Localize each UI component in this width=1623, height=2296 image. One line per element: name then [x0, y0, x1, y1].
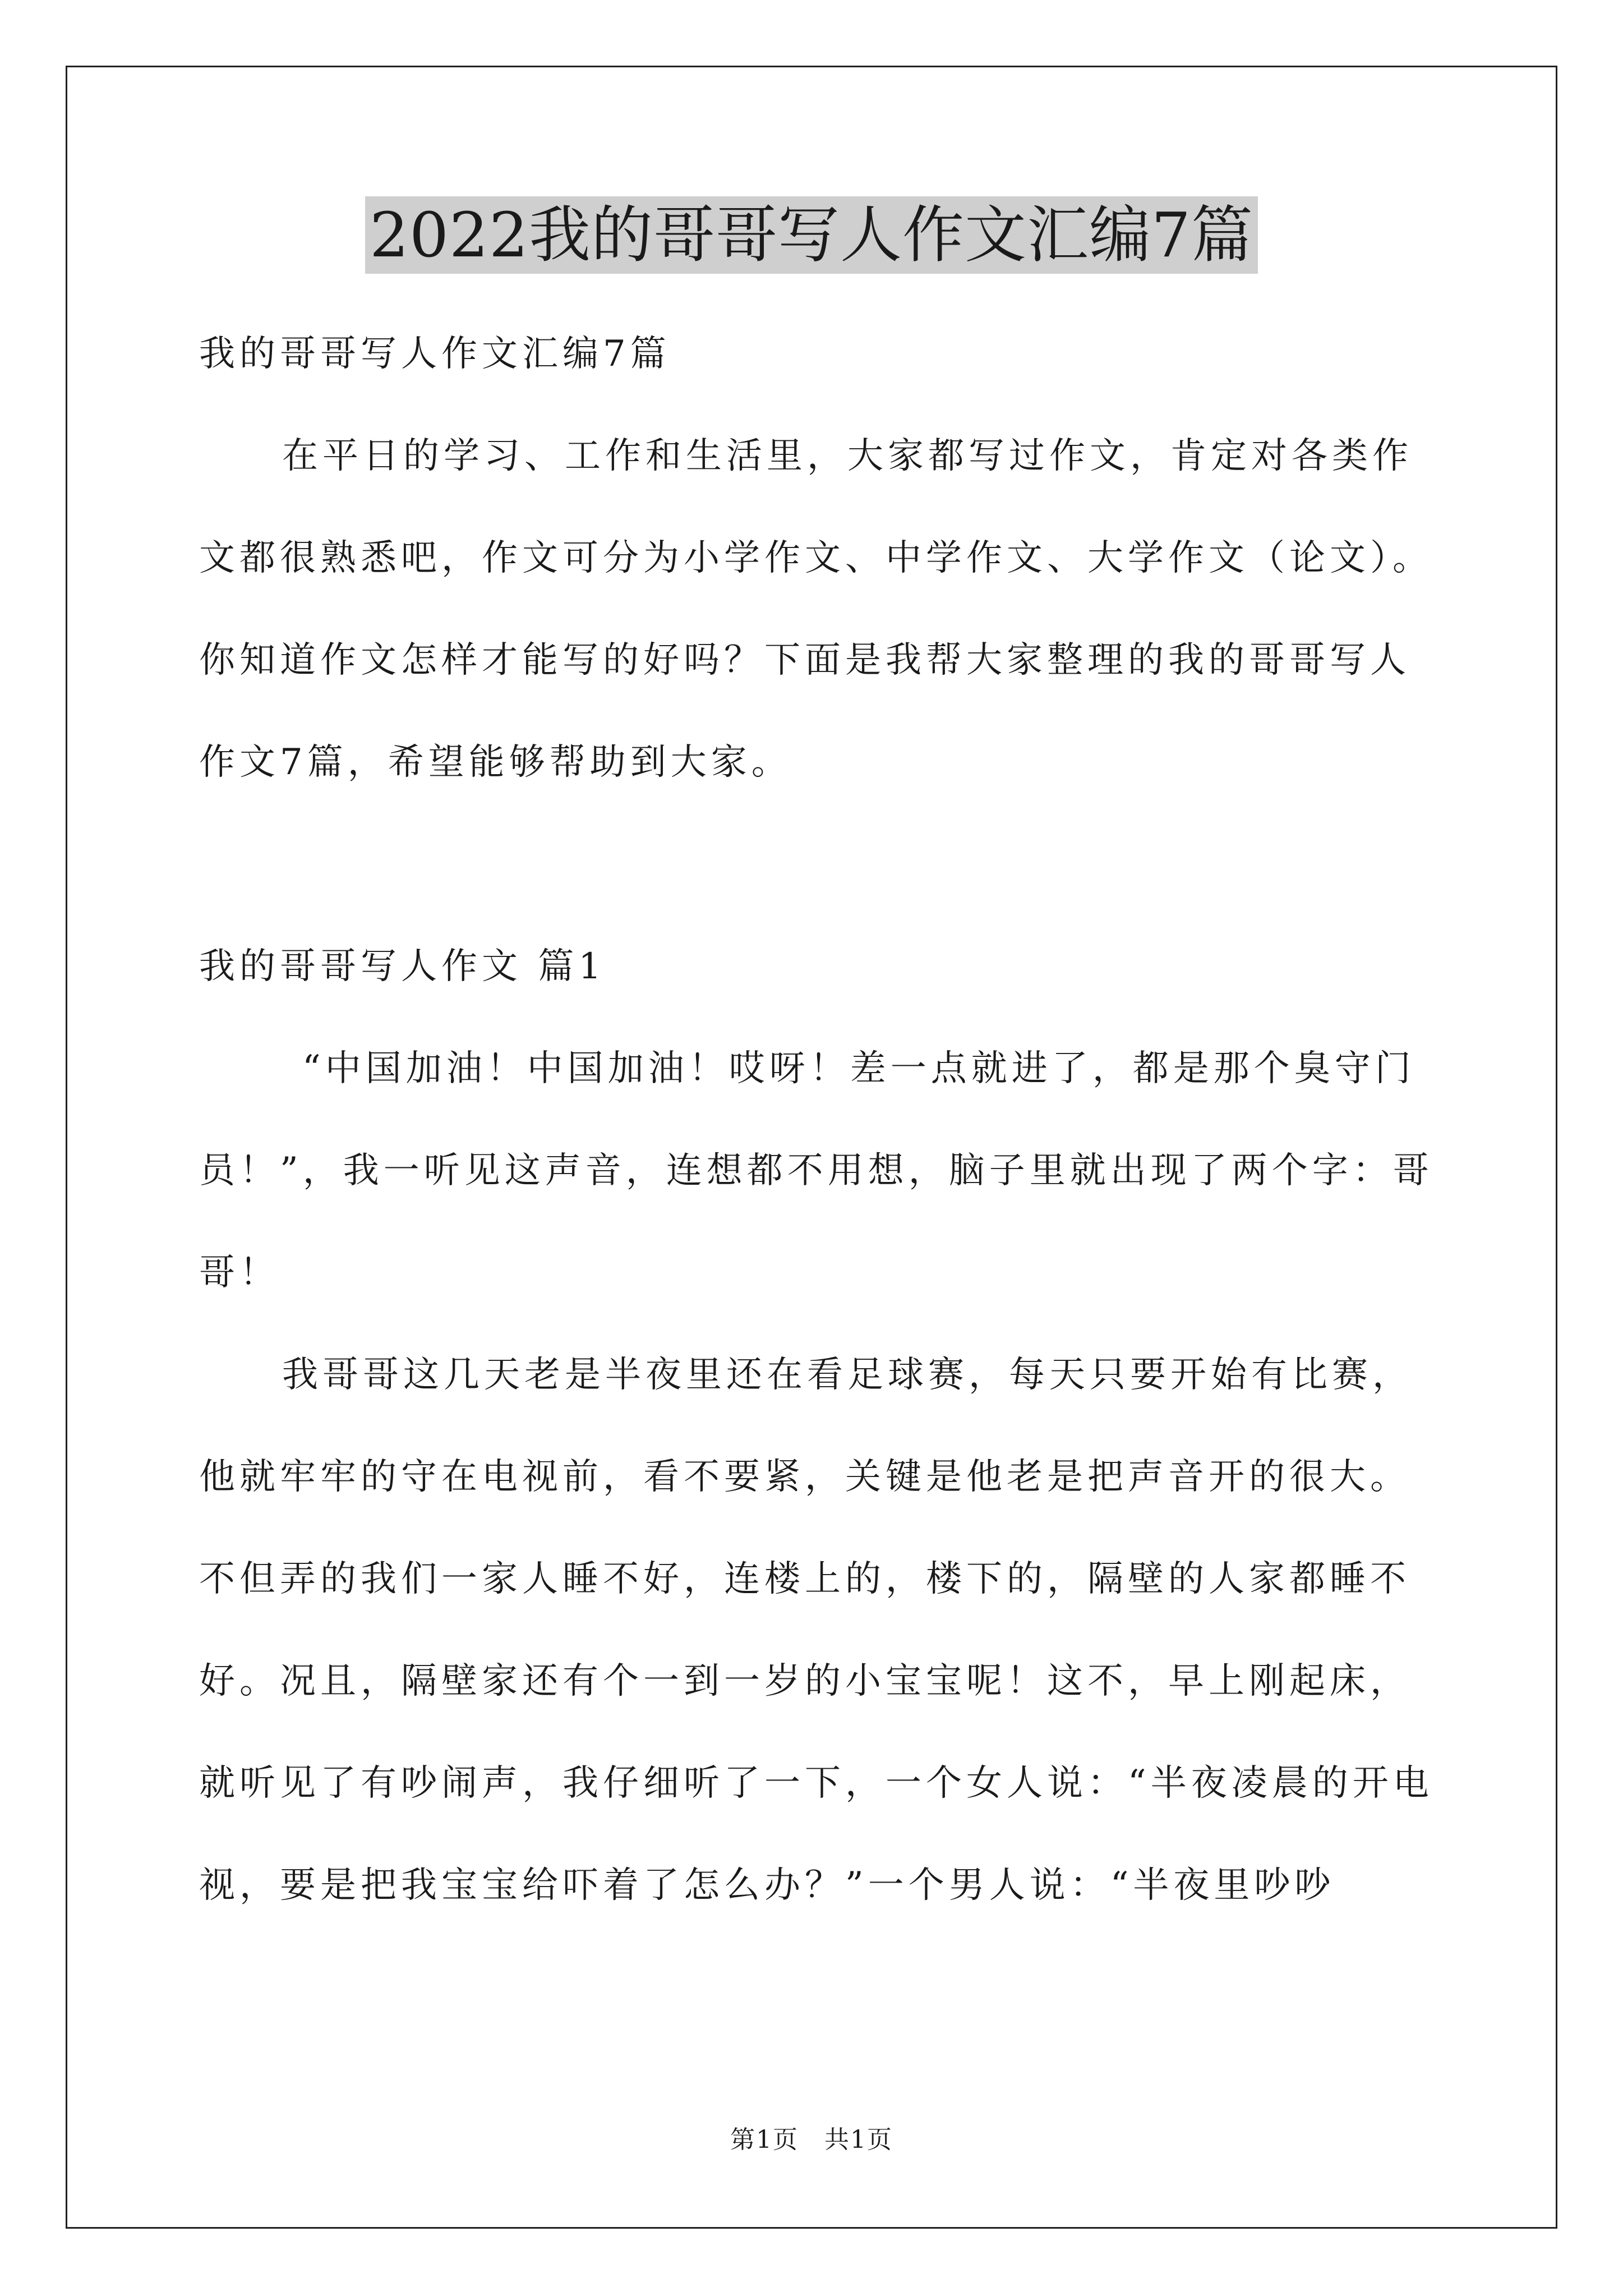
- page-footer: 第1页 共1页: [730, 2125, 893, 2154]
- body-paragraph: 我哥哥这几天老是半夜里还在看足球赛，每天只要开始有比赛，他就牢牢的守在电视前，看不要紧，关键是他老是把声音开的很大。不但弄的我们一家人睡不好，连楼上的，楼下的，隔壁的人家都睡不好。况且，隔壁家还有个一到一岁的小宝宝呢！这不，早上刚起床，就听见了有吵闹声，我仔细听了一下，一个女人说：“半夜凌晨的开电视，要是把我宝宝给吓着了怎么办？”一个男人说：“半夜里吵吵: [199, 1354, 1433, 1906]
- section-heading: 我的哥哥写人作文 篇1: [199, 946, 606, 987]
- document-title: 2022我的哥哥写人作文汇编7篇: [365, 196, 1258, 274]
- title-container: [0, 196, 1623, 274]
- document-body: [199, 303, 1438, 1936]
- document-subtitle: 我的哥哥写人作文汇编7篇: [199, 333, 671, 375]
- body-paragraph: “中国加油！中国加油！哎呀！差一点就进了，都是那个臭守门员！”，我一听见这声音，连想都不用想，脑子里就出现了两个字：哥哥！: [199, 1048, 1433, 1294]
- intro-paragraph: 在平日的学习、工作和生活里，大家都写过作文，肯定对各类作文都很熟悉吧，作文可分为小学作文、中学作文、大学作文（论文）。你知道作文怎样才能写的好吗？下面是我帮大家整理的我的哥哥写人作文7篇，希望能够帮助到大家。: [199, 435, 1433, 783]
